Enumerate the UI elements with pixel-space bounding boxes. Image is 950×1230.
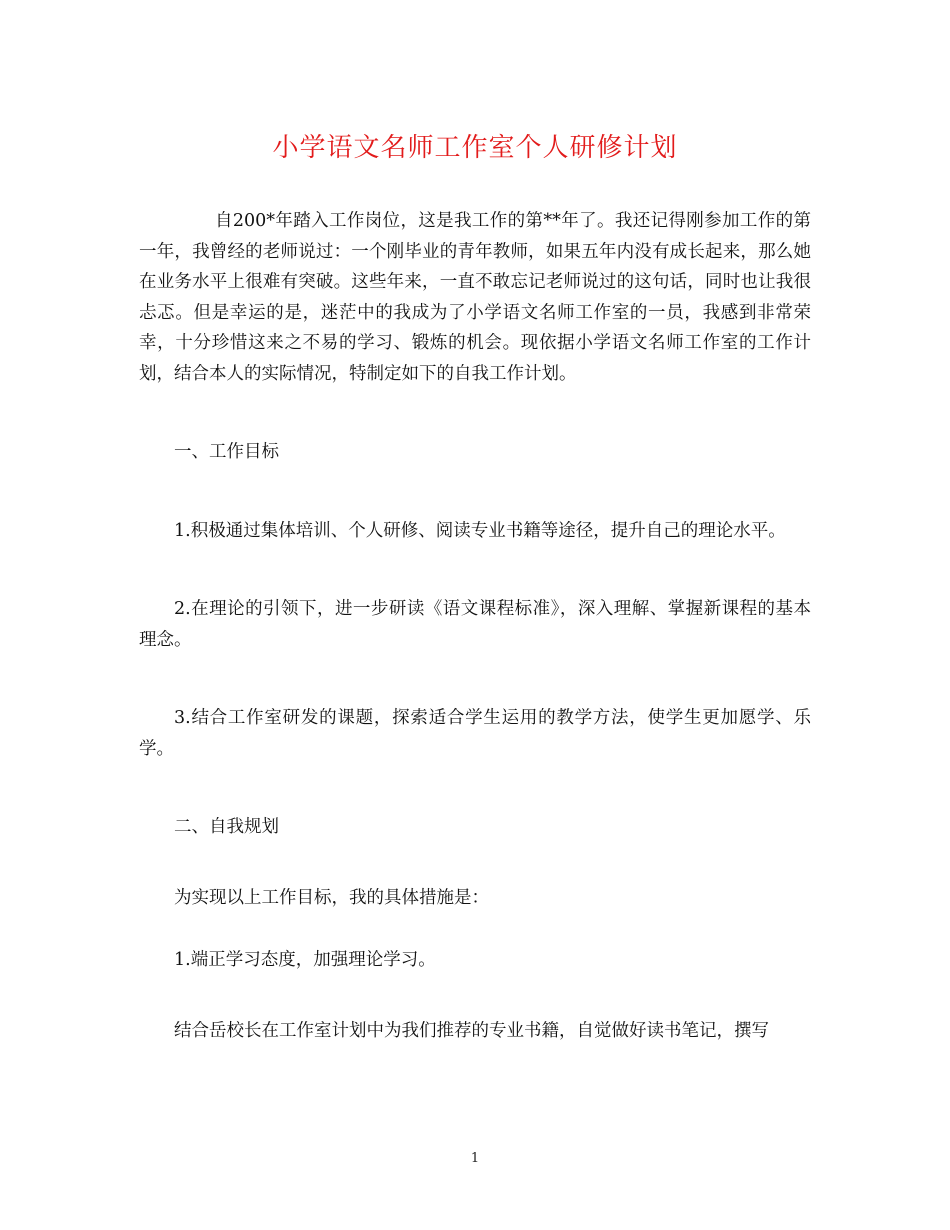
plan-intro: 为实现以上工作目标，我的具体措施是： <box>174 887 489 908</box>
intro-paragraph: 自200*年踏入工作岗位，这是我工作的第**年了。我还记得刚参加工作的第一年，我曾经的老师说过：一个刚毕业的青年教师，如果五年内没有成长起来，那么她在业务水平上很难有突破。这些年来，一直不敢忘记老师说过的这句话，同时也让我很忐忑。但是幸运的是，迷茫中的我成为了小学语文名师工作室的一员，我感到非常荣幸，十分珍惜这来之不易的学习、锻炼的机会。现依据小学语文名师工作室的工作计划，结合本人的实际情况，特制定如下的自我工作计划。 <box>139 211 811 384</box>
section-heading-goals: 一、工作目标 <box>174 442 279 462</box>
goal-item-3: 3.结合工作室研发的课题，探索适合学生运用的教学方法，使学生更加愿学、乐学。 <box>139 708 811 759</box>
document-body <box>139 206 811 1046</box>
goal-item-1: 1.积极通过集体培训、个人研修、阅读专业书籍等途径，提升自己的理论水平。 <box>174 520 786 541</box>
goal-item-2: 2.在理论的引领下，进一步研读《语文课程标准》，深入理解、掌握新课程的基本理念。 <box>139 599 811 650</box>
plan-item-1-detail: 结合岳校长在工作室计划中为我们推荐的专业书籍，自觉做好读书笔记，撰写 <box>174 1020 769 1041</box>
document-title: 小学语文名师工作室个人研修计划 <box>272 133 678 163</box>
plan-item-1: 1.端正学习态度，加强理论学习。 <box>174 950 436 970</box>
section-heading-plan: 二、自我规划 <box>174 817 279 837</box>
page-number: 1 <box>470 1151 480 1166</box>
